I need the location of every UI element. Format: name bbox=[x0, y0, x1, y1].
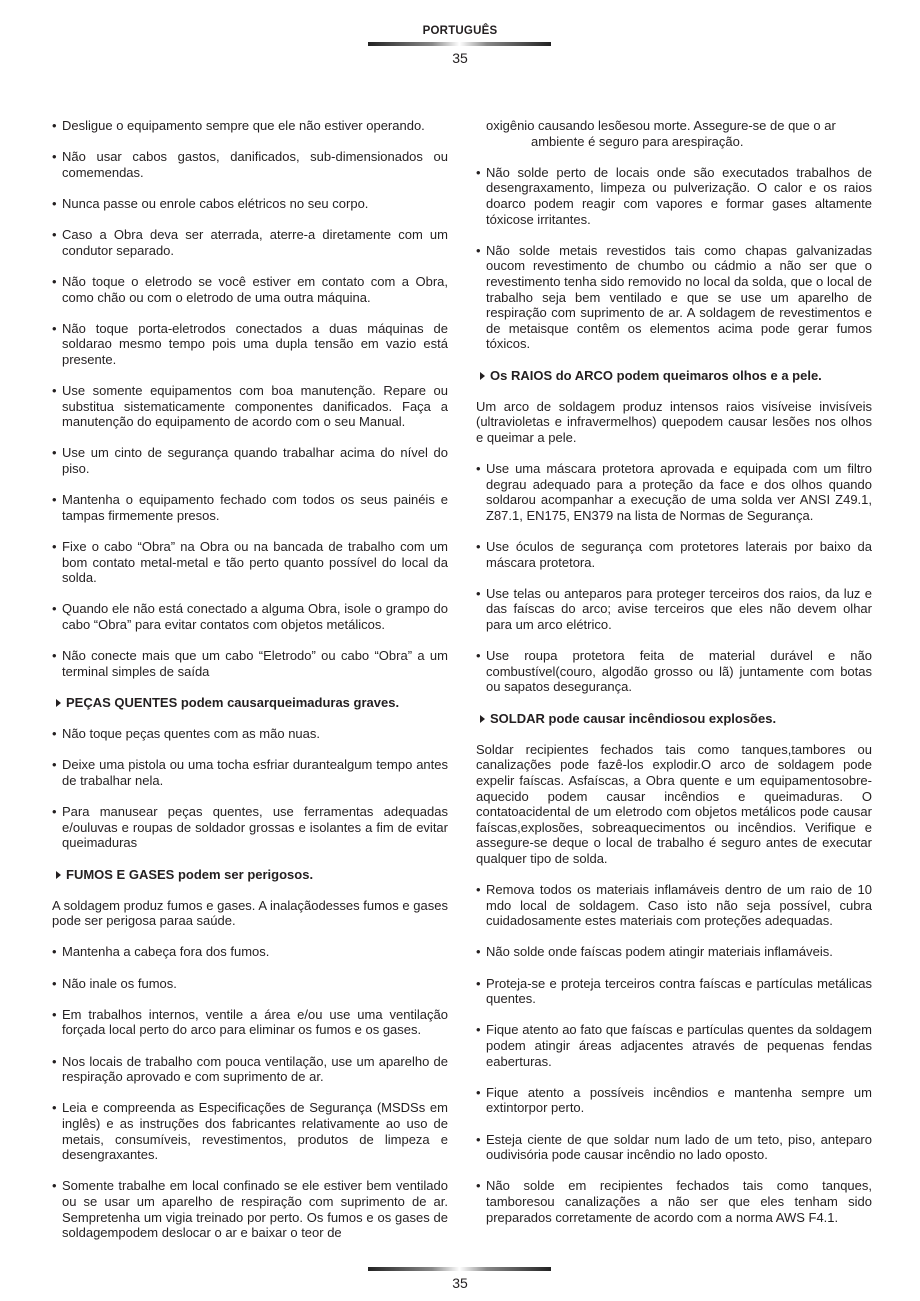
list-item bbox=[476, 1178, 872, 1225]
list-item-text: Use telas ou anteparos para proteger terceiros dos raios, da luz e das faíscas do arco; avise terceiros que eles não devem olhar para um arco elétrico. bbox=[486, 585, 872, 632]
bullet-icon: • bbox=[476, 648, 481, 664]
list-item bbox=[476, 165, 872, 227]
fire-intro: Soldar recipientes fechados tais como tanques,tambores ou canalizações pode fazê-los explodir.O arco de soldagem pode expelir faíscas. Asfaíscas, a Obra quente e um equipamentosobre-aquecido podem causar incêndios e queimaduras. O contatoacidental de um eletrodo com objetos metálicos pode causar faíscas,explosões, sobreaquecimentos ou incêndios. Verifique e assegure-se deque o local de trabalho é seguro antes de executar qualquer tipo de solda. bbox=[476, 741, 872, 866]
bullet-icon: • bbox=[52, 492, 57, 508]
bullet-icon: • bbox=[52, 975, 57, 991]
list-item bbox=[52, 539, 448, 586]
heading-text: FUMOS E GASES podem ser perigosos. bbox=[66, 866, 314, 882]
continuation-line: ambiente é seguro para arespiração. bbox=[531, 133, 744, 149]
bullet-icon: • bbox=[52, 757, 57, 773]
bullet-icon: • bbox=[52, 445, 57, 461]
list-item bbox=[476, 882, 872, 929]
list-item-text: Deixe uma pistola ou uma tocha esfriar durantealgum tempo antes de trabalhar nela. bbox=[62, 757, 448, 788]
bullet-icon: • bbox=[476, 975, 481, 991]
bullet-icon: • bbox=[52, 1053, 57, 1069]
footer-divider bbox=[368, 1267, 551, 1271]
list-item-text: Use roupa protetora feita de material durável e não combustível(couro, algodão grosso ou lã) juntamente com botas ou sapatos desegurança. bbox=[486, 648, 872, 695]
bullet-icon: • bbox=[52, 149, 57, 165]
bullet-icon: • bbox=[52, 320, 57, 336]
heading-text: PEÇAS QUENTES podem causarqueimaduras graves. bbox=[66, 694, 400, 710]
list-item-text: Não solde perto de locais onde são executados trabalhos de desengraxamento, limpeza ou pulverização. O calor e os raios doarco podem reagir com vapores e formar gases altamente tóxicose irritantes. bbox=[486, 164, 872, 227]
arc-intro: Um arco de soldagem produz intensos raios visíveise invisíveis (ultravioletas e infravermelhos) quepodem causar lesões nos olhos e queimar a pele. bbox=[476, 398, 872, 445]
bullet-icon: • bbox=[476, 1084, 481, 1100]
section-heading-arc-rays bbox=[476, 368, 872, 384]
list-item bbox=[476, 243, 872, 352]
list-item-text: Não solde onde faíscas podem atingir materiais inflamáveis. bbox=[486, 944, 833, 960]
list-item-text: Use óculos de segurança com protetores laterais por baixo da máscara protetora. bbox=[486, 539, 872, 570]
list-item bbox=[476, 648, 872, 695]
list-item-text: Não conecte mais que um cabo “Eletrodo” ou cabo “Obra” a um terminal simples de saída bbox=[62, 648, 448, 679]
bullet-list bbox=[52, 726, 448, 851]
list-item bbox=[476, 1022, 872, 1069]
list-item-text: Leia e compreenda as Especificações de Segurança (MSDSs em inglês) e as instruções dos fabricantes relativamente ao uso de metais, consumíveis, revestimentos, produtos de limpeza e desengraxantes. bbox=[62, 1100, 448, 1163]
list-item-text: Remova todos os materiais inflamáveis dentro de um raio de 10 mdo local de soldagem. Caso isto não seja possível, cubra cuidadosamente estes materiais com proteções adequadas. bbox=[486, 882, 872, 929]
list-item bbox=[52, 274, 448, 305]
bullet-icon: • bbox=[52, 648, 57, 664]
list-item-text: Use uma máscara protetora aprovada e equipada com um filtro degrau adequado para a proteção da face e dos olhos quando soldarou acompanhar a execução de uma solda ver ANSI Z49.1, Z87.1, EN175, EN379 na lista de Normas de Segurança. bbox=[486, 461, 872, 523]
fumes-intro: A soldagem produz fumos e gases. A inalaçãodesses fumos e gases pode ser perigosa paraa saúde. bbox=[52, 897, 448, 929]
list-item-text: Não inale os fumos. bbox=[62, 975, 177, 991]
bullet-icon: • bbox=[476, 1022, 481, 1038]
list-item-text: Não solde metais revestidos tais como chapas galvanizadas oucom revestimento de chumbo ou cádmio a não ser que o revestimento tenha sido removido no local da solda, que o local de trabalho seja bem ventilado e que se use um aparelho de respiração com suprimento de ar. A soldagem de revestimentos e de metaisque contêm os elementos acima pode gerar fumos tóxicos. bbox=[486, 242, 872, 352]
list-item bbox=[52, 976, 448, 992]
list-item-text: Nunca passe ou enrole cabos elétricos no seu corpo. bbox=[62, 195, 369, 211]
list-item-text: Proteja-se e proteja terceiros contra faíscas e partículas metálicas quentes. bbox=[486, 975, 872, 1007]
bullet-icon: • bbox=[52, 804, 57, 820]
list-item bbox=[52, 445, 448, 476]
bullet-icon: • bbox=[52, 195, 57, 211]
list-item-text: Em trabalhos internos, ventile a área e/ou use uma ventilação forçada local perto do arco para eliminar os fumos e os gases. bbox=[62, 1006, 448, 1038]
header-divider bbox=[368, 42, 551, 46]
bullet-list bbox=[52, 944, 448, 1240]
bullet-icon: • bbox=[476, 585, 481, 601]
list-item bbox=[476, 1085, 872, 1116]
list-item-text: Não toque peças quentes com as mão nuas. bbox=[62, 726, 320, 742]
bullet-list bbox=[476, 461, 872, 695]
triangle-bullet-icon bbox=[480, 715, 485, 723]
list-item-text: Não solde em recipientes fechados tais como tanques, tamboresou canalizações a não ser que eles tenham sido preparados corretamente de acordo com a norma AWS F4.1. bbox=[486, 1178, 872, 1225]
list-item bbox=[52, 149, 448, 180]
continued-paragraph bbox=[476, 118, 872, 149]
page-number-bottom: 35 bbox=[452, 1275, 468, 1291]
bullet-icon: • bbox=[476, 461, 481, 477]
list-item-text: Fixe o cabo “Obra” na Obra ou na bancada de trabalho com um bom contato metal-metal e tão perto quanto possível do local da solda. bbox=[62, 539, 448, 586]
bullet-icon: • bbox=[52, 227, 57, 243]
list-item-text: Desligue o equipamento sempre que ele não estiver operando. bbox=[62, 118, 425, 133]
bullet-icon: • bbox=[52, 383, 57, 399]
section-heading-fumes bbox=[52, 867, 448, 883]
list-item-text: Não usar cabos gastos, danificados, sub-dimensionados ou comemendas. bbox=[62, 149, 448, 180]
bullet-icon: • bbox=[476, 882, 481, 898]
list-item-text: Fique atento a possíveis incêndios e mantenha sempre um extintorpor perto. bbox=[486, 1084, 872, 1116]
list-item bbox=[52, 726, 448, 742]
list-item bbox=[476, 586, 872, 633]
list-item bbox=[52, 601, 448, 632]
bullet-icon: • bbox=[476, 539, 481, 555]
list-item bbox=[52, 227, 448, 258]
list-item bbox=[476, 539, 872, 570]
list-item bbox=[52, 321, 448, 368]
list-item-text: Para manusear peças quentes, use ferramentas adequadas e/ouluvas e roupas de soldador grossas e isolantes a fim de evitar queimaduras bbox=[62, 804, 448, 851]
list-item bbox=[52, 648, 448, 679]
list-item-text: Não toque porta-eletrodos conectados a duas máquinas de soldarao mesmo tempo pois uma dupla tensão em vazio está presente. bbox=[62, 320, 448, 367]
list-item bbox=[476, 1132, 872, 1163]
bullet-list bbox=[52, 118, 448, 679]
bullet-icon: • bbox=[52, 1006, 57, 1022]
bullet-icon: • bbox=[476, 164, 481, 180]
triangle-bullet-icon bbox=[56, 699, 61, 707]
right-column bbox=[476, 118, 872, 1241]
list-item-text: Mantenha o equipamento fechado com todos os seus painéis e tampas firmemente presos. bbox=[62, 492, 448, 523]
list-item-text: Quando ele não está conectado a alguma Obra, isole o grampo do cabo “Obra” para evitar contatos com objetos metálicos. bbox=[62, 601, 448, 632]
bullet-icon: • bbox=[52, 1178, 57, 1194]
triangle-bullet-icon bbox=[480, 372, 485, 380]
list-item bbox=[52, 804, 448, 851]
list-item bbox=[52, 1054, 448, 1085]
list-item-text: Use um cinto de segurança quando trabalhar acima do nível do piso. bbox=[62, 445, 448, 477]
list-item bbox=[52, 757, 448, 788]
list-item bbox=[52, 196, 448, 212]
list-item-text: Mantenha a cabeça fora dos fumos. bbox=[62, 944, 270, 960]
continuation-line: oxigênio causando lesõesou morte. Assegure-se de que o ar bbox=[486, 118, 836, 133]
left-column bbox=[52, 118, 448, 1256]
bullet-icon: • bbox=[52, 944, 57, 960]
list-item bbox=[52, 1007, 448, 1038]
list-item bbox=[476, 461, 872, 523]
list-item bbox=[52, 383, 448, 430]
list-item-text: Use somente equipamentos com boa manutenção. Repare ou substitua sistematicamente componentes danificados. Faça a manutenção do equipamento de acordo com o seu Manual. bbox=[62, 383, 448, 430]
list-item-text: Esteja ciente de que soldar num lado de um teto, piso, anteparo oudivisória pode causar incêndio no lado oposto. bbox=[486, 1131, 872, 1163]
language-header: PORTUGUÊS bbox=[422, 25, 498, 37]
list-item-text: Somente trabalhe em local confinado se ele estiver bem ventilado ou se usar um aparelho de respiração com suprimento de ar. Sempretenha um vigia treinado por perto. Os fumos e os gases de soldagempodem deslocar o ar e baixar o teor de bbox=[62, 1178, 448, 1241]
bullet-icon: • bbox=[52, 273, 57, 289]
triangle-bullet-icon bbox=[56, 871, 61, 879]
bullet-list bbox=[476, 882, 872, 1225]
bullet-icon: • bbox=[52, 118, 57, 133]
bullet-icon: • bbox=[52, 601, 57, 617]
section-heading-hot-parts bbox=[52, 695, 448, 711]
list-item-text: Nos locais de trabalho com pouca ventilação, use um aparelho de respiração aprovado e com suprimento de ar. bbox=[62, 1053, 448, 1085]
list-item bbox=[52, 492, 448, 523]
list-item bbox=[52, 118, 448, 134]
bullet-icon: • bbox=[52, 726, 57, 742]
list-item bbox=[52, 1178, 448, 1240]
list-item bbox=[476, 976, 872, 1007]
heading-text: Os RAIOS do ARCO podem queimaros olhos e a pele. bbox=[490, 367, 822, 383]
bullet-icon: • bbox=[52, 539, 57, 555]
list-item bbox=[52, 1100, 448, 1162]
list-item-text: Caso a Obra deva ser aterrada, aterre-a diretamente com um condutor separado. bbox=[62, 227, 448, 258]
bullet-icon: • bbox=[52, 1100, 57, 1116]
list-item bbox=[476, 944, 872, 960]
bullet-icon: • bbox=[476, 1131, 481, 1147]
list-item bbox=[52, 944, 448, 960]
section-heading-fire bbox=[476, 711, 872, 727]
page-number-top: 35 bbox=[452, 50, 468, 66]
bullet-icon: • bbox=[476, 944, 481, 960]
list-item-text: Fique atento ao fato que faíscas e partículas quentes da soldagem podem atingir áreas adjacentes através de pequenas fendas eaberturas. bbox=[486, 1022, 872, 1069]
bullet-list bbox=[476, 165, 872, 352]
heading-text: SOLDAR pode causar incêndiosou explosões. bbox=[490, 710, 777, 726]
bullet-icon: • bbox=[476, 242, 481, 258]
bullet-icon: • bbox=[476, 1178, 481, 1194]
list-item-text: Não toque o eletrodo se você estiver em contato com a Obra, como chão ou com o eletrodo de uma outra máquina. bbox=[62, 273, 448, 305]
